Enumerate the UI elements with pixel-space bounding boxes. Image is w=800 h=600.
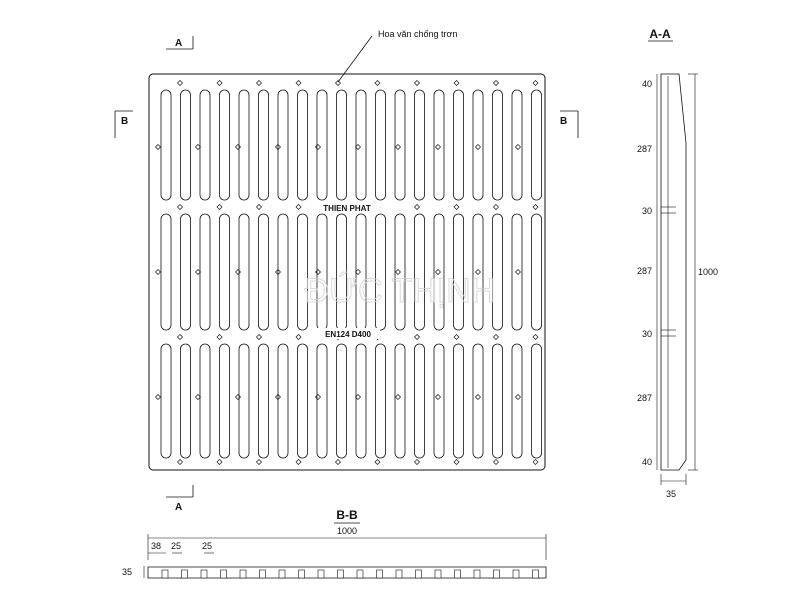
anti-slip-mark: [476, 145, 481, 150]
section-marker-a-top: [166, 36, 193, 49]
slot: [220, 90, 230, 200]
anti-slip-mark: [336, 460, 341, 465]
anti-slip-mark: [236, 270, 241, 275]
slot: [532, 344, 542, 458]
anti-slip-mark: [217, 81, 222, 86]
anti-slip-mark: [217, 460, 222, 465]
section-marker-a-bottom: [166, 485, 193, 513]
bb-dim-1: 38: [151, 541, 162, 551]
slot: [181, 90, 191, 200]
anti-slip-mark: [156, 270, 161, 275]
section-aa-profile: [661, 74, 686, 470]
anti-slip-mark: [236, 395, 241, 400]
anti-slip-mark: [454, 81, 459, 86]
anti-slip-mark: [257, 81, 262, 86]
slot: [532, 214, 542, 330]
anti-slip-mark: [178, 335, 183, 340]
rib: [435, 570, 441, 578]
rib: [494, 570, 500, 578]
slot: [161, 344, 171, 458]
slot: [376, 344, 386, 458]
rib: [533, 570, 539, 578]
slot: [356, 344, 366, 458]
anti-slip-mark: [396, 145, 401, 150]
rib: [240, 570, 246, 578]
aa-thickness: 35: [666, 489, 677, 499]
rib: [201, 570, 207, 578]
slot: [278, 90, 288, 200]
anti-slip-mark: [296, 460, 301, 465]
slot: [259, 214, 269, 330]
slot: [181, 344, 191, 458]
rib: [416, 570, 422, 578]
standard-text: EN124 D400: [325, 330, 371, 339]
slot: [239, 344, 249, 458]
aa-dim-1: 40: [641, 79, 652, 89]
anti-slip-annotation: Hoa văn chống trơn: [378, 29, 458, 39]
anti-slip-mark: [415, 335, 420, 340]
anti-slip-mark: [257, 335, 262, 340]
slot: [512, 90, 522, 200]
anti-slip-mark: [494, 335, 499, 340]
anti-slip-mark: [533, 81, 538, 86]
slot: [337, 344, 347, 458]
anti-slip-mark: [415, 205, 420, 210]
slot: [434, 344, 444, 458]
anti-slip-mark: [415, 81, 420, 86]
brand-text: THIEN PHAT: [323, 204, 371, 213]
slot: [220, 214, 230, 330]
slot: [200, 214, 210, 330]
slot: [278, 344, 288, 458]
rib: [513, 570, 519, 578]
anti-slip-mark: [375, 81, 380, 86]
rib: [455, 570, 461, 578]
anti-slip-mark: [316, 395, 321, 400]
watermark: ĐỨC THỊNH: [304, 272, 496, 310]
anti-slip-mark: [296, 81, 301, 86]
anti-slip-mark: [494, 81, 499, 86]
anti-slip-mark: [257, 460, 262, 465]
rib: [221, 570, 227, 578]
slot: [259, 90, 269, 200]
section-bb-profile: [148, 567, 546, 578]
slot: [376, 90, 386, 200]
anti-slip-mark: [178, 205, 183, 210]
aa-dim-5: 30: [641, 329, 652, 339]
anti-slip-mark: [415, 460, 420, 465]
rib: [182, 570, 188, 578]
slot: [454, 344, 464, 458]
slot: [259, 344, 269, 458]
section-marker-b-right: [560, 111, 578, 138]
anti-slip-mark: [454, 335, 459, 340]
anti-slip-mark: [533, 335, 538, 340]
annotation-leader: [338, 36, 372, 82]
slot: [200, 90, 210, 200]
rib: [162, 570, 168, 578]
section-aa-title: A-A: [649, 27, 671, 41]
slot: [532, 90, 542, 200]
bb-dim-3: 25: [202, 541, 213, 551]
slot: [415, 90, 425, 200]
slot: [239, 90, 249, 200]
bb-dim-2: 25: [171, 541, 182, 551]
anti-slip-mark: [296, 205, 301, 210]
anti-slip-mark: [476, 395, 481, 400]
anti-slip-mark: [217, 205, 222, 210]
slot: [454, 90, 464, 200]
slot: [512, 344, 522, 458]
rib: [318, 570, 324, 578]
anti-slip-mark: [156, 395, 161, 400]
slot: [493, 344, 503, 458]
anti-slip-mark: [494, 460, 499, 465]
section-bb-title: B-B: [336, 508, 358, 522]
section-marker-b-left: [115, 111, 133, 138]
svg-text:A: A: [175, 38, 183, 49]
slot: [473, 90, 483, 200]
rib: [299, 570, 305, 578]
slot: [493, 90, 503, 200]
anti-slip-mark: [257, 205, 262, 210]
anti-slip-mark: [375, 460, 380, 465]
rib: [357, 570, 363, 578]
anti-slip-mark: [396, 395, 401, 400]
anti-slip-mark: [436, 395, 441, 400]
anti-slip-mark: [296, 335, 301, 340]
anti-slip-mark: [533, 205, 538, 210]
anti-slip-mark: [516, 395, 521, 400]
bb-thickness: 35: [122, 567, 133, 577]
slot: [161, 214, 171, 330]
rib: [338, 570, 344, 578]
aa-dim-7: 40: [641, 457, 652, 467]
anti-slip-mark: [454, 205, 459, 210]
slot: [220, 344, 230, 458]
bb-overall: 1000: [336, 526, 358, 536]
slot: [161, 90, 171, 200]
aa-dim-6: 287: [636, 393, 652, 403]
svg-text:B: B: [560, 116, 568, 127]
anti-slip-mark: [516, 145, 521, 150]
slot: [337, 90, 347, 200]
aa-dim-3: 30: [641, 206, 652, 216]
anti-slip-mark: [178, 460, 183, 465]
slot: [278, 214, 288, 330]
slot: [200, 344, 210, 458]
rib: [279, 570, 285, 578]
anti-slip-mark: [454, 460, 459, 465]
aa-dim-4: 287: [636, 266, 652, 276]
anti-slip-mark: [178, 81, 183, 86]
slot: [395, 344, 405, 458]
anti-slip-mark: [516, 270, 521, 275]
anti-slip-mark: [217, 335, 222, 340]
svg-text:B: B: [121, 116, 129, 127]
anti-slip-mark: [236, 145, 241, 150]
rib: [396, 570, 402, 578]
slot: [473, 344, 483, 458]
anti-slip-mark: [436, 145, 441, 150]
slot: [395, 90, 405, 200]
anti-slip-mark: [156, 145, 161, 150]
aa-overall: 1000: [698, 267, 719, 277]
anti-slip-mark: [336, 81, 341, 86]
slot: [434, 90, 444, 200]
anti-slip-mark: [316, 145, 321, 150]
rib: [377, 570, 383, 578]
slot: [317, 344, 327, 458]
svg-text:A: A: [175, 502, 183, 513]
aa-dim-2: 287: [636, 144, 652, 154]
anti-slip-mark: [533, 460, 538, 465]
rib: [260, 570, 266, 578]
slot: [298, 90, 308, 200]
rib: [474, 570, 480, 578]
slot: [415, 344, 425, 458]
slot: [298, 344, 308, 458]
slot: [181, 214, 191, 330]
anti-slip-mark: [494, 205, 499, 210]
